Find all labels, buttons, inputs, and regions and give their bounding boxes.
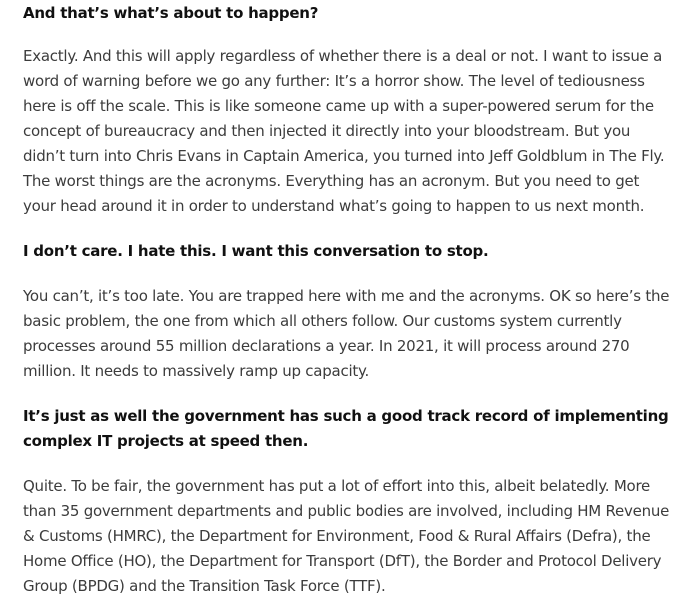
interview-question: I don’t care. I hate this. I want this conversation to stop. — [23, 242, 489, 260]
interview-answer: Quite. To be fair, the government has put a lot of effort into this, albeit belatedly. More than 35 government departments and public bodies are involved, including HM Revenue & Customs (HMRC), the Department for Environment, Food & Rural Affairs (Defra), the Home Office (HO), the Department for Transport (DfT), the Border and Protocol Delivery Group (BPDG) and the Transition Task Force (TTF). — [23, 477, 670, 595]
interview-answer: You can’t, it’s too late. You are trapped here with me and the acronyms. OK so here’s the basic problem, the one from which all others follow. Our customs system currently processes around 55 million declarations a year. In 2021, it will process around 270 million. It needs to massively ramp up capacity. — [23, 287, 670, 380]
interview-question: It’s just as well the government has such a good track record of implementing complex IT projects at speed then. — [23, 407, 669, 450]
interview-question: And that’s what’s about to happen? — [23, 4, 319, 22]
interview-answer: Exactly. And this will apply regardless of whether there is a deal or not. I want to issue a word of warning before we go any further: It’s a horror show. The level of tediousness here is off the scale. This is like someone came up with a super-powered serum for the concept of bureaucracy and then injected it directly into your bloodstream. But you didn’t turn into Chris Evans in Captain America, you turned into Jeff Goldblum in The Fly. The worst things are the acronyms. Everything has an acronym. But you need to get your head around it in order to understand what’s going to happen to us next month. — [23, 47, 665, 215]
